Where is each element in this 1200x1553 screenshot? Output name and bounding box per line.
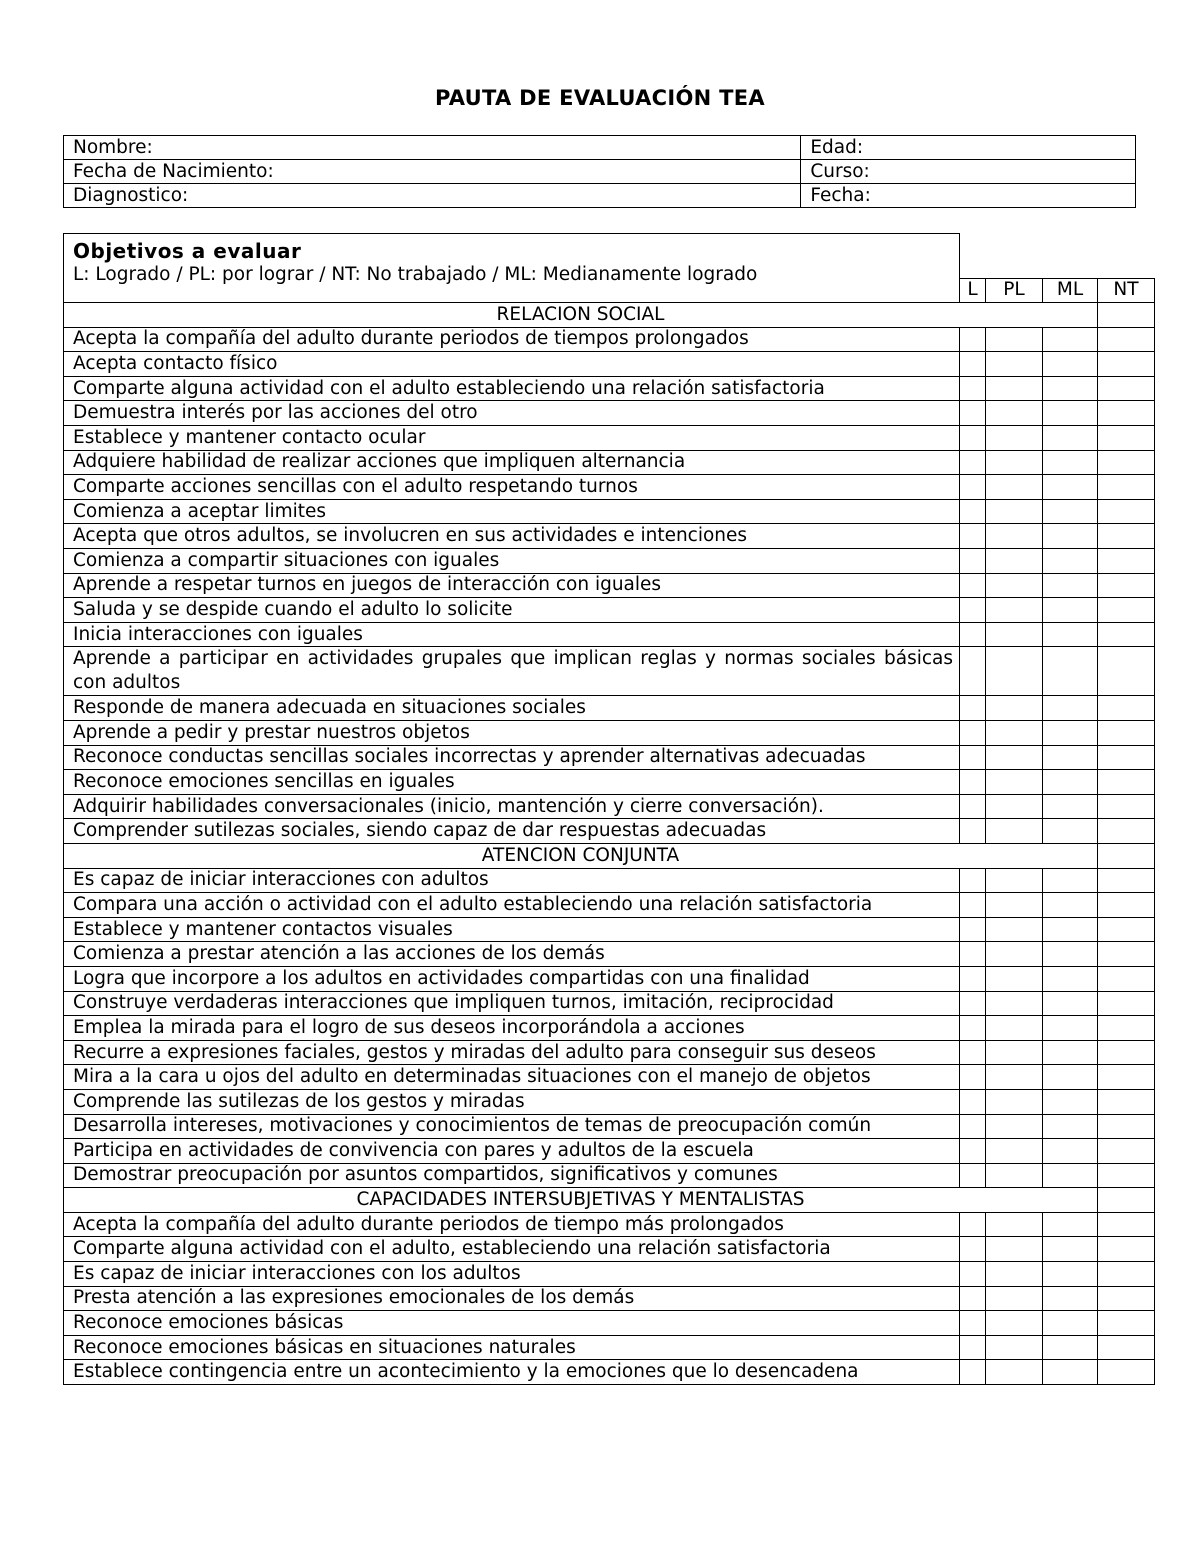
mark-cell-ml[interactable] [1043, 426, 1098, 451]
mark-cell-l[interactable] [960, 1114, 986, 1139]
mark-cell-pl[interactable] [986, 770, 1043, 795]
objective-text: Adquirir habilidades conversacionales (inicio, mantención y cierre conversación). [64, 794, 960, 819]
mark-cell-l[interactable] [960, 1016, 986, 1041]
objective-row [64, 598, 1155, 623]
mark-cell-pl[interactable] [986, 1040, 1043, 1065]
mark-cell-ml[interactable] [1043, 1016, 1098, 1041]
mark-cell-l[interactable] [960, 917, 986, 942]
objective-row [64, 696, 1155, 721]
mark-cell-ml[interactable] [1043, 1360, 1098, 1385]
info-row [64, 184, 1136, 208]
mark-cell-l[interactable] [960, 401, 986, 426]
objective-row [64, 1360, 1155, 1385]
mark-cell-l[interactable] [960, 966, 986, 991]
mark-cell-pl[interactable] [986, 401, 1043, 426]
section-nt-cell [1098, 303, 1155, 328]
mark-cell-pl[interactable] [986, 549, 1043, 574]
mark-cell-l[interactable] [960, 1212, 986, 1237]
mark-cell-l[interactable] [960, 1237, 986, 1262]
mark-cell-nt[interactable] [1098, 942, 1155, 967]
mark-cell-nt[interactable] [1098, 1262, 1155, 1287]
objective-text: Aprende a pedir y prestar nuestros objetos [64, 721, 960, 746]
objective-row [64, 376, 1155, 401]
mark-cell-l[interactable] [960, 696, 986, 721]
mark-cell-nt[interactable] [1098, 622, 1155, 647]
section-row [64, 303, 1155, 328]
mark-cell-ml[interactable] [1043, 893, 1098, 918]
mark-cell-ml[interactable] [1043, 917, 1098, 942]
mark-cell-ml[interactable] [1043, 1286, 1098, 1311]
objective-row [64, 721, 1155, 746]
mark-cell-l[interactable] [960, 647, 986, 696]
objective-row [64, 1311, 1155, 1336]
objective-text: Saluda y se despide cuando el adulto lo solicite [64, 598, 960, 623]
objective-row [64, 991, 1155, 1016]
mark-cell-pl[interactable] [986, 721, 1043, 746]
mark-cell-ml[interactable] [1043, 942, 1098, 967]
objective-row [64, 327, 1155, 352]
mark-cell-nt[interactable] [1098, 1114, 1155, 1139]
mark-cell-l[interactable] [960, 1065, 986, 1090]
mark-cell-nt[interactable] [1098, 573, 1155, 598]
mark-cell-ml[interactable] [1043, 475, 1098, 500]
mark-cell-pl[interactable] [986, 1089, 1043, 1114]
objective-text: Comprender sutilezas sociales, siendo capaz de dar respuestas adecuadas [64, 819, 960, 844]
mark-cell-ml[interactable] [1043, 1089, 1098, 1114]
objective-text: Construye verdaderas interacciones que impliquen turnos, imitación, reciprocidad [64, 991, 960, 1016]
objective-row [64, 352, 1155, 377]
mark-cell-pl[interactable] [986, 1335, 1043, 1360]
mark-cell-nt[interactable] [1098, 893, 1155, 918]
mark-cell-nt[interactable] [1098, 549, 1155, 574]
objective-row [64, 647, 1155, 696]
objective-row [64, 745, 1155, 770]
objective-row [64, 524, 1155, 549]
mark-cell-ml[interactable] [1043, 1212, 1098, 1237]
mark-cell-ml[interactable] [1043, 622, 1098, 647]
objective-text: Es capaz de iniciar interacciones con adultos [64, 868, 960, 893]
objective-row [64, 794, 1155, 819]
objective-text: Comienza a prestar atención a las acciones de los demás [64, 942, 960, 967]
mark-cell-l[interactable] [960, 524, 986, 549]
mark-cell-l[interactable] [960, 1262, 986, 1287]
mark-cell-ml[interactable] [1043, 1335, 1098, 1360]
legend-text: L: Logrado / PL: por lograr / NT: No trabajado / ML: Medianamente logrado [73, 264, 758, 285]
mark-cell-ml[interactable] [1043, 549, 1098, 574]
mark-cell-nt[interactable] [1098, 1016, 1155, 1041]
objective-text: Establece y mantener contacto ocular [64, 426, 960, 451]
mark-cell-ml[interactable] [1043, 966, 1098, 991]
mark-cell-ml[interactable] [1043, 352, 1098, 377]
mark-cell-nt[interactable] [1098, 745, 1155, 770]
objective-text: Acepta la compañía del adulto durante periodos de tiempo más prolongados [64, 1212, 960, 1237]
mark-cell-nt[interactable] [1098, 524, 1155, 549]
objective-row [64, 1286, 1155, 1311]
objective-text: Establece y mantener contactos visuales [64, 917, 960, 942]
objective-text: Compara una acción o actividad con el adulto estableciendo una relación satisfactoria [64, 893, 960, 918]
info-row [64, 160, 1136, 184]
mark-cell-pl[interactable] [986, 352, 1043, 377]
mark-cell-l[interactable] [960, 893, 986, 918]
mark-cell-ml[interactable] [1043, 376, 1098, 401]
fecha-nacimiento-field[interactable]: Fecha de Nacimiento: [64, 160, 801, 184]
mark-cell-pl[interactable] [986, 868, 1043, 893]
mark-cell-nt[interactable] [1098, 647, 1155, 696]
header-row-top [64, 234, 1155, 279]
mark-cell-nt[interactable] [1098, 499, 1155, 524]
mark-cell-pl[interactable] [986, 745, 1043, 770]
mark-cell-ml[interactable] [1043, 450, 1098, 475]
objective-text: Aprende a participar en actividades grupales que implican reglas y normas sociales básicas con adultos [64, 647, 960, 696]
evaluation-table [63, 233, 1155, 1385]
mark-cell-nt[interactable] [1098, 376, 1155, 401]
mark-cell-ml[interactable] [1043, 794, 1098, 819]
objective-text: Inicia interacciones con iguales [64, 622, 960, 647]
objective-text: Acepta la compañía del adulto durante periodos de tiempos prolongados [64, 327, 960, 352]
mark-cell-ml[interactable] [1043, 696, 1098, 721]
mark-cell-nt[interactable] [1098, 917, 1155, 942]
mark-cell-nt[interactable] [1098, 966, 1155, 991]
info-row [64, 136, 1136, 160]
objective-text: Presta atención a las expresiones emocionales de los demás [64, 1286, 960, 1311]
objective-row [64, 1262, 1155, 1287]
mark-cell-pl[interactable] [986, 450, 1043, 475]
mark-cell-pl[interactable] [986, 524, 1043, 549]
mark-cell-nt[interactable] [1098, 819, 1155, 844]
objective-text: Emplea la mirada para el logro de sus deseos incorporándola a acciones [64, 1016, 960, 1041]
mark-cell-l[interactable] [960, 622, 986, 647]
mark-cell-ml[interactable] [1043, 991, 1098, 1016]
objective-text: Es capaz de iniciar interacciones con los adultos [64, 1262, 960, 1287]
mark-cell-nt[interactable] [1098, 598, 1155, 623]
mark-cell-nt[interactable] [1098, 1089, 1155, 1114]
mark-cell-ml[interactable] [1043, 1114, 1098, 1139]
section-nt-cell [1098, 843, 1155, 868]
objective-text: Recurre a expresiones faciales, gestos y miradas del adulto para conseguir sus deseos [64, 1040, 960, 1065]
objective-row [64, 475, 1155, 500]
mark-cell-nt[interactable] [1098, 1286, 1155, 1311]
mark-cell-nt[interactable] [1098, 426, 1155, 451]
mark-cell-nt[interactable] [1098, 696, 1155, 721]
mark-cell-pl[interactable] [986, 991, 1043, 1016]
objectives-title: Objetivos a evaluar [73, 239, 302, 263]
mark-cell-nt[interactable] [1098, 770, 1155, 795]
mark-cell-pl[interactable] [986, 327, 1043, 352]
mark-cell-l[interactable] [960, 475, 986, 500]
objective-row [64, 573, 1155, 598]
objective-row [64, 1335, 1155, 1360]
student-info-table [63, 135, 1136, 208]
mark-cell-nt[interactable] [1098, 401, 1155, 426]
mark-cell-l[interactable] [960, 868, 986, 893]
section-nt-cell [1098, 1188, 1155, 1213]
mark-cell-l[interactable] [960, 1360, 986, 1385]
objective-row [64, 1139, 1155, 1164]
mark-cell-l[interactable] [960, 376, 986, 401]
mark-cell-ml[interactable] [1043, 819, 1098, 844]
objectives-header [64, 234, 960, 303]
mark-cell-ml[interactable] [1043, 524, 1098, 549]
mark-cell-nt[interactable] [1098, 1311, 1155, 1336]
mark-cell-ml[interactable] [1043, 1040, 1098, 1065]
mark-cell-l[interactable] [960, 794, 986, 819]
objective-text: Comparte acciones sencillas con el adulto respetando turnos [64, 475, 960, 500]
objective-text: Reconoce emociones sencillas en iguales [64, 770, 960, 795]
mark-cell-nt[interactable] [1098, 721, 1155, 746]
mark-cell-pl[interactable] [986, 1139, 1043, 1164]
mark-cell-l[interactable] [960, 450, 986, 475]
mark-cell-ml[interactable] [1043, 1311, 1098, 1336]
mark-cell-nt[interactable] [1098, 352, 1155, 377]
objective-row [64, 868, 1155, 893]
mark-cell-pl[interactable] [986, 1114, 1043, 1139]
objective-row [64, 450, 1155, 475]
mark-cell-l[interactable] [960, 352, 986, 377]
mark-cell-l[interactable] [960, 745, 986, 770]
mark-cell-nt[interactable] [1098, 475, 1155, 500]
mark-cell-l[interactable] [960, 1139, 986, 1164]
objective-text: Comienza a compartir situaciones con iguales [64, 549, 960, 574]
mark-cell-ml[interactable] [1043, 868, 1098, 893]
mark-cell-ml[interactable] [1043, 573, 1098, 598]
mark-cell-l[interactable] [960, 499, 986, 524]
objective-row [64, 1016, 1155, 1041]
mark-cell-pl[interactable] [986, 475, 1043, 500]
mark-cell-l[interactable] [960, 1163, 986, 1188]
header-spacer [960, 234, 1155, 279]
objective-row [64, 622, 1155, 647]
mark-cell-nt[interactable] [1098, 991, 1155, 1016]
mark-cell-l[interactable] [960, 426, 986, 451]
mark-cell-nt[interactable] [1098, 868, 1155, 893]
section-title: CAPACIDADES INTERSUBJETIVAS Y MENTALISTAS [64, 1188, 1098, 1213]
mark-cell-l[interactable] [960, 1040, 986, 1065]
mark-cell-ml[interactable] [1043, 598, 1098, 623]
mark-cell-ml[interactable] [1043, 647, 1098, 696]
mark-cell-nt[interactable] [1098, 1360, 1155, 1385]
section-title: RELACION SOCIAL [64, 303, 1098, 328]
mark-cell-l[interactable] [960, 942, 986, 967]
mark-cell-l[interactable] [960, 1286, 986, 1311]
mark-cell-nt[interactable] [1098, 1335, 1155, 1360]
mark-cell-pl[interactable] [986, 1163, 1043, 1188]
mark-cell-ml[interactable] [1043, 1065, 1098, 1090]
mark-cell-nt[interactable] [1098, 1139, 1155, 1164]
mark-cell-pl[interactable] [986, 1311, 1043, 1336]
objective-text: Comparte alguna actividad con el adulto estableciendo una relación satisfactoria [64, 376, 960, 401]
fecha-field[interactable]: Fecha: [801, 184, 1136, 208]
objective-text: Reconoce emociones básicas [64, 1311, 960, 1336]
mark-cell-ml[interactable] [1043, 1163, 1098, 1188]
mark-cell-l[interactable] [960, 549, 986, 574]
column-header-l: L [960, 278, 986, 303]
objective-text: Demuestra interés por las acciones del otro [64, 401, 960, 426]
mark-cell-ml[interactable] [1043, 1262, 1098, 1287]
objective-row [64, 1065, 1155, 1090]
objective-text: Responde de manera adecuada en situaciones sociales [64, 696, 960, 721]
mark-cell-pl[interactable] [986, 893, 1043, 918]
mark-cell-nt[interactable] [1098, 1065, 1155, 1090]
mark-cell-l[interactable] [960, 1089, 986, 1114]
objective-row [64, 966, 1155, 991]
mark-cell-pl[interactable] [986, 622, 1043, 647]
mark-cell-ml[interactable] [1043, 1139, 1098, 1164]
column-header-ml: ML [1043, 278, 1098, 303]
objective-text: Comprende las sutilezas de los gestos y miradas [64, 1089, 960, 1114]
objective-row [64, 917, 1155, 942]
nombre-field[interactable]: Nombre: [64, 136, 801, 160]
mark-cell-l[interactable] [960, 327, 986, 352]
curso-field[interactable]: Curso: [801, 160, 1136, 184]
mark-cell-l[interactable] [960, 770, 986, 795]
mark-cell-l[interactable] [960, 819, 986, 844]
objective-text: Reconoce emociones básicas en situaciones naturales [64, 1335, 960, 1360]
edad-field[interactable]: Edad: [801, 136, 1136, 160]
mark-cell-pl[interactable] [986, 917, 1043, 942]
mark-cell-ml[interactable] [1043, 745, 1098, 770]
objective-row [64, 1040, 1155, 1065]
mark-cell-pl[interactable] [986, 1360, 1043, 1385]
column-header-pl: PL [986, 278, 1043, 303]
mark-cell-pl[interactable] [986, 1237, 1043, 1262]
mark-cell-pl[interactable] [986, 499, 1043, 524]
objective-text: Acepta contacto físico [64, 352, 960, 377]
column-header-nt: NT [1098, 278, 1155, 303]
mark-cell-pl[interactable] [986, 1016, 1043, 1041]
objective-text: Adquiere habilidad de realizar acciones que impliquen alternancia [64, 450, 960, 475]
mark-cell-l[interactable] [960, 1335, 986, 1360]
mark-cell-ml[interactable] [1043, 770, 1098, 795]
objective-text: Participa en actividades de convivencia con pares y adultos de la escuela [64, 1139, 960, 1164]
section-row [64, 1188, 1155, 1213]
mark-cell-pl[interactable] [986, 573, 1043, 598]
mark-cell-l[interactable] [960, 1311, 986, 1336]
mark-cell-ml[interactable] [1043, 721, 1098, 746]
mark-cell-ml[interactable] [1043, 1237, 1098, 1262]
mark-cell-pl[interactable] [986, 647, 1043, 696]
mark-cell-pl[interactable] [986, 376, 1043, 401]
objective-row [64, 1089, 1155, 1114]
mark-cell-nt[interactable] [1098, 1237, 1155, 1262]
objective-row [64, 549, 1155, 574]
mark-cell-pl[interactable] [986, 598, 1043, 623]
mark-cell-l[interactable] [960, 573, 986, 598]
mark-cell-nt[interactable] [1098, 450, 1155, 475]
objective-row [64, 1114, 1155, 1139]
mark-cell-pl[interactable] [986, 966, 1043, 991]
mark-cell-nt[interactable] [1098, 1212, 1155, 1237]
mark-cell-pl[interactable] [986, 696, 1043, 721]
mark-cell-ml[interactable] [1043, 327, 1098, 352]
objective-row [64, 942, 1155, 967]
mark-cell-l[interactable] [960, 991, 986, 1016]
objective-row [64, 819, 1155, 844]
mark-cell-nt[interactable] [1098, 794, 1155, 819]
mark-cell-ml[interactable] [1043, 499, 1098, 524]
mark-cell-pl[interactable] [986, 1262, 1043, 1287]
mark-cell-pl[interactable] [986, 1286, 1043, 1311]
objective-text: Logra que incorpore a los adultos en actividades compartidas con una finalidad [64, 966, 960, 991]
objective-row [64, 893, 1155, 918]
mark-cell-nt[interactable] [1098, 1040, 1155, 1065]
objective-row [64, 401, 1155, 426]
mark-cell-pl[interactable] [986, 794, 1043, 819]
mark-cell-pl[interactable] [986, 819, 1043, 844]
objective-text: Reconoce conductas sencillas sociales incorrectas y aprender alternativas adecuadas [64, 745, 960, 770]
objective-row [64, 770, 1155, 795]
objective-text: Comparte alguna actividad con el adulto, estableciendo una relación satisfactoria [64, 1237, 960, 1262]
objective-text: Mira a la cara u ojos del adulto en determinadas situaciones con el manejo de objetos [64, 1065, 960, 1090]
mark-cell-pl[interactable] [986, 1212, 1043, 1237]
objective-row [64, 499, 1155, 524]
objective-text: Demostrar preocupación por asuntos compartidos, significativos y comunes [64, 1163, 960, 1188]
page-title: PAUTA DE EVALUACIÓN TEA [435, 86, 765, 110]
objective-row [64, 426, 1155, 451]
section-title: ATENCION CONJUNTA [64, 843, 1098, 868]
mark-cell-nt[interactable] [1098, 1163, 1155, 1188]
section-row [64, 843, 1155, 868]
objective-row [64, 1212, 1155, 1237]
mark-cell-ml[interactable] [1043, 401, 1098, 426]
objective-text: Acepta que otros adultos, se involucren en sus actividades e intenciones [64, 524, 960, 549]
objective-text: Desarrolla intereses, motivaciones y conocimientos de temas de preocupación común [64, 1114, 960, 1139]
objective-text: Aprende a respetar turnos en juegos de interacción con iguales [64, 573, 960, 598]
diagnostico-field[interactable]: Diagnostico: [64, 184, 801, 208]
mark-cell-l[interactable] [960, 598, 986, 623]
mark-cell-nt[interactable] [1098, 327, 1155, 352]
objective-row [64, 1163, 1155, 1188]
mark-cell-pl[interactable] [986, 426, 1043, 451]
mark-cell-pl[interactable] [986, 942, 1043, 967]
mark-cell-l[interactable] [960, 721, 986, 746]
objective-text: Establece contingencia entre un acontecimiento y la emociones que lo desencadena [64, 1360, 960, 1385]
mark-cell-pl[interactable] [986, 1065, 1043, 1090]
objective-row [64, 1237, 1155, 1262]
objective-text: Comienza a aceptar limites [64, 499, 960, 524]
